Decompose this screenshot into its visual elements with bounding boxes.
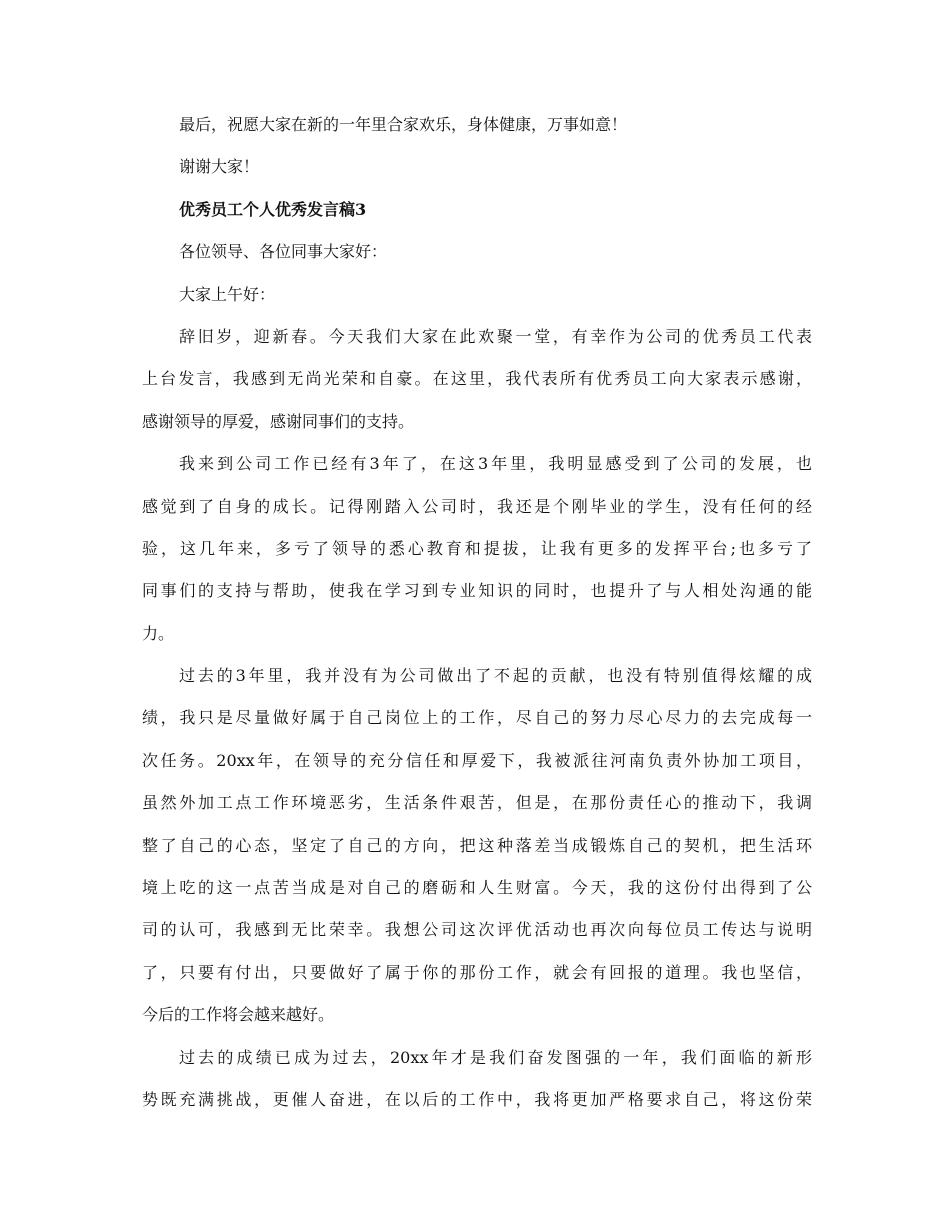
text-line: 各位领导、各位同事大家好：	[179, 242, 388, 262]
text-line: 绩，我只是尽量做好属于自己岗位上的工作，尽自己的努力尽心尽力的去完成每一	[142, 708, 812, 728]
text-line: 同事们的支持与帮助，使我在学习到专业知识的同时，也提升了与人相处沟通的能	[142, 581, 812, 601]
text-line: 虽然外加工点工作环境恶劣，生活条件艰苦，但是，在那份责任心的推动下，我调	[142, 793, 812, 813]
text-line: 了，只要有付出，只要做好了属于你的那份工作，就会有回报的道理。我也坚信，	[142, 962, 812, 982]
text-line: 力。	[142, 623, 175, 643]
text-line: 过去的成绩已成为过去，20xx年才是我们奋发图强的一年，我们面临的新形	[179, 1047, 812, 1067]
text-line: 我来到公司工作已经有3年了，在这3年里，我明显感受到了公司的发展，也	[179, 454, 812, 474]
text-line: 势既充满挑战，更催人奋进，在以后的工作中，我将更加严格要求自己，将这份荣	[142, 1089, 812, 1109]
text-line: 辞旧岁，迎新春。今天我们大家在此欢聚一堂，有幸作为公司的优秀员工代表	[179, 326, 812, 346]
text-line: 感觉到了自身的成长。记得刚踏入公司时，我还是个刚毕业的学生，没有任何的经	[142, 496, 812, 516]
text-line: 大家上午好：	[179, 284, 276, 304]
text-line: 司的认可，我感到无比荣幸。我想公司这次评优活动也再次向每位员工传达与说明	[142, 920, 812, 940]
text-line: 感谢领导的厚爱，感谢同事们的支持。	[142, 411, 415, 431]
section-heading: 优秀员工个人优秀发言稿3	[179, 199, 367, 219]
text-line: 今后的工作将会越来越好。	[142, 1005, 335, 1025]
text-line: 验，这几年来，多亏了领导的悉心教育和提拔，让我有更多的发挥平台;也多亏了	[142, 538, 812, 558]
text-line: 境上吃的这一点苦当成是对自己的磨砺和人生财富。今天，我的这份付出得到了公	[142, 878, 812, 898]
text-line: 过去的3年里，我并没有为公司做出了不起的贡献，也没有特别值得炫耀的成	[179, 666, 812, 686]
text-line: 谢谢大家！	[179, 157, 260, 177]
document-page	[142, 104, 812, 1121]
text-line: 次任务。20xx年，在领导的充分信任和厚爱下，我被派往河南负责外协加工项目，	[142, 750, 812, 770]
text-line: 上台发言，我感到无尚光荣和自豪。在这里，我代表所有优秀员工向大家表示感谢，	[142, 369, 812, 389]
text-line: 最后，祝愿大家在新的一年里合家欢乐，身体健康，万事如意！	[179, 115, 628, 134]
text-line: 整了自己的心态，坚定了自己的方向，把这种落差当成锻炼自己的契机，把生活环	[142, 835, 812, 855]
